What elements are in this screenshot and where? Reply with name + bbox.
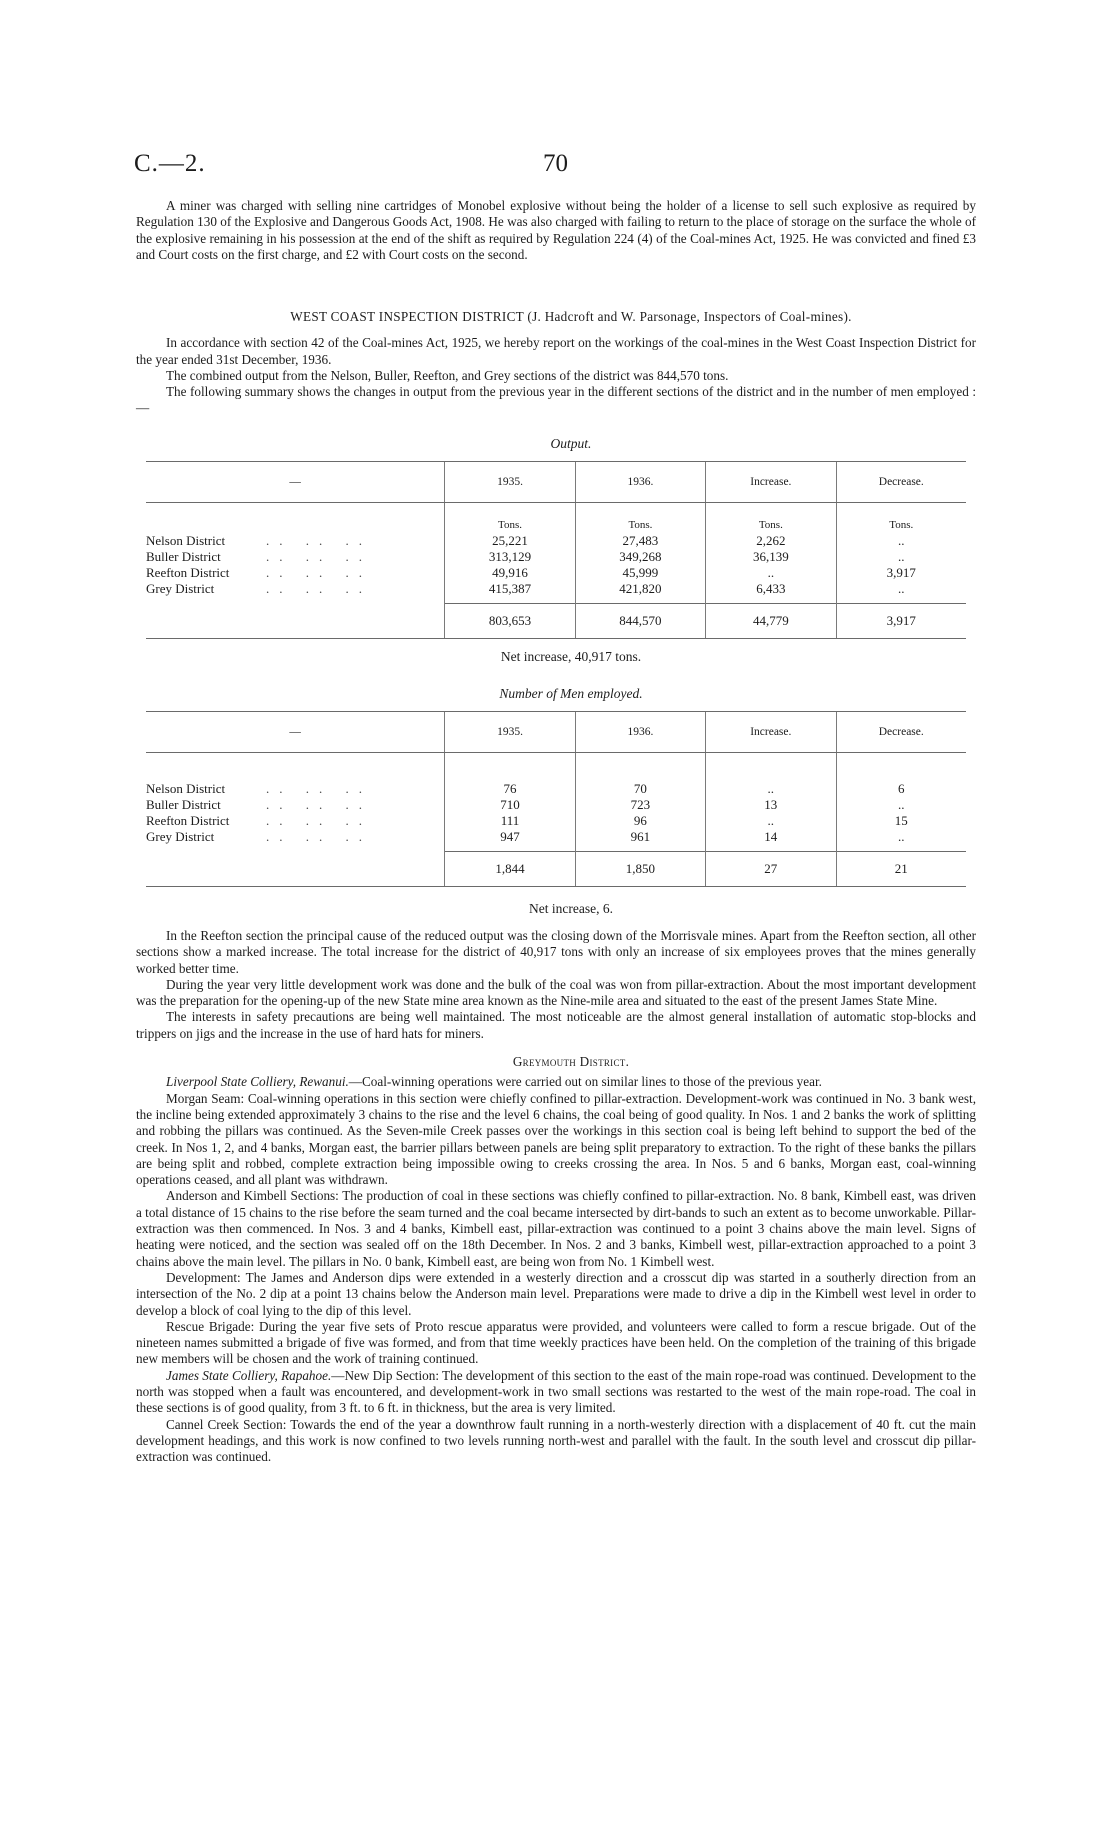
development-paragraph: Development: The James and Anderson dips were extended in a westerly direction and a crosscut dip was started in a southerly direction from an intersection of the No. 2 dip at a point 13 chains below the Anderson main level. Preparations were made to drive a dip in the Kimbell west level in order to develop a block of coal lying to the dip of this level.: [136, 1269, 976, 1318]
output-table-section: [136, 436, 976, 666]
output-table: [146, 461, 966, 639]
men-values-1936: 70 723 96 961: [575, 753, 705, 852]
page-number: 70: [543, 150, 568, 177]
james-paragraph: James State Colliery, Rapahoe.—New Dip Section: The development of this section to the east of the main rope-road was continued. Development to the north was stopped when a fault was encountered, and development-work in two small sections was restarted to the west of the main rope-road. The coal in these sections is of good quality, from 3 ft. to 6 ft. in thickness, but the area is very limited.: [136, 1367, 976, 1416]
output-net-increase: Net increase, 40,917 tons.: [500, 649, 642, 665]
greymouth-heading: Greymouth District.: [512, 1054, 630, 1070]
table-row-name: Reefton District .. .. ..: [146, 813, 372, 829]
output-total-increase: 44,779: [706, 604, 836, 639]
output-names: [146, 503, 445, 604]
men-total-row: [146, 852, 966, 887]
morgan-paragraph: Morgan Seam: Coal-winning operations in this section were chiefly confined to pillar-extraction. Development-work was continued in No. 3 bank west, the incline being extended approximately 3 chains to the rise and the level 6 chains, the coal being of good quality. In Nos. 1 and 2 banks the work of splitting and robbing the pillars was continued. As the Seven-mile Creek passes over the workings in this section coal is being left behind to support the bed of the creek. In Nos 1, 2, and 4 banks, Morgan east, the barrier pillars between panels are being split preparatory to extraction. To the right of these banks the pillars are being split and robbed, complete extraction being impossible owing to creeks crossing the area. In Nos. 5 and 6 banks, Morgan east, coal-winning operations ceased, and all plant was withdrawn.: [136, 1090, 976, 1188]
cannel-paragraph: Cannel Creek Section: Towards the end of the year a downthrow fault running in a north-westerly direction with a displacement of 40 ft. cut the main development headings, and this work is now confined to two levels running north-west and parallel with the fault. In the south level and crosscut dip pillar-extraction was continued.: [136, 1416, 976, 1465]
men-total-1935: 1,844: [445, 852, 575, 887]
output-total-1935: 803,653: [445, 604, 575, 639]
output-values-increase: Tons. 2,262 36,139 .. 6,433: [706, 503, 836, 604]
men-values-1935: 76 710 111 947: [445, 753, 575, 852]
analysis-section: [136, 928, 976, 1466]
men-total-decrease: 21: [836, 852, 966, 887]
output-header-row: [146, 462, 966, 503]
men-table-title: Number of Men employed.: [499, 686, 643, 701]
men-col-increase: Increase.: [706, 712, 836, 753]
table-row-name: Reefton District .. .. ..: [146, 565, 372, 581]
series-label: C.—2.: [134, 150, 206, 177]
output-table-title: Output.: [550, 436, 592, 451]
output-header-blank: —: [146, 462, 445, 503]
output-values-decrease: Tons. .. .. 3,917 ..: [836, 503, 966, 604]
men-total-1936: 1,850: [575, 852, 705, 887]
district-paragraph-2: The combined output from the Nelson, Buller, Reefton, and Grey sections of the district was 844,570 tons.: [166, 367, 729, 383]
output-col-1935: 1935.: [445, 462, 575, 503]
liverpool-title: Liverpool State Colliery, Rewanui.: [166, 1074, 349, 1090]
district-section: [136, 309, 976, 417]
men-col-decrease: Decrease.: [836, 712, 966, 753]
output-total-decrease: 3,917: [836, 604, 966, 639]
intro-paragraph: A miner was charged with selling nine cartridges of Monobel explosive without being the holder of a license to sell such explosive as required by Regulation 130 of the Explosive and Dangerous Goods Act, 1908. He was also charged with failing to return to the place of storage on the surface the whole of the explosive remaining in his possession at the end of the shift as required by Regulation 224 (4) of the Coal-mines Act, 1925. He was convicted and fined £3 and Court costs on the first charge, and £2 with Court costs on the second.: [136, 198, 976, 262]
men-net-increase: Net increase, 6.: [529, 901, 613, 917]
men-total-increase: 27: [706, 852, 836, 887]
district-paragraph-3: The following summary shows the changes in output from the previous year in the different sections of the district and in the number of men employed :—: [136, 384, 976, 416]
men-values-decrease: 6 .. 15 ..: [836, 753, 966, 852]
men-col-1936: 1936.: [575, 712, 705, 753]
table-row-name: Grey District .. .. ..: [146, 829, 372, 845]
output-col-1936: 1936.: [575, 462, 705, 503]
men-body-row: [146, 753, 966, 852]
analysis-paragraph-1: In the Reefton section the principal cause of the reduced output was the closing down of the Morrisvale mines. Apart from the Reefton section, all other sections show a marked increase. The total increase for the district of 40,917 tons with only an increase of six employees proves that the mines generally worked better time.: [136, 928, 976, 976]
output-col-increase: Increase.: [706, 462, 836, 503]
output-body-row: [146, 503, 966, 604]
table-row-name: Nelson District .. .. ..: [146, 533, 372, 549]
analysis-paragraph-3: The interests in safety precautions are being well maintained. The most noticeable are the almost general installation of automatic stop-blocks and trippers on jigs and the increase in the use of hard hats for miners.: [136, 1009, 976, 1041]
analysis-paragraph-2: During the year very little development work was done and the bulk of the coal was won from pillar-extraction. About the most important development was the preparation for the opening-up of the new State mine area known as the Nine-mile area and situated to the east of the present James State Mine.: [136, 976, 976, 1009]
rescue-paragraph: Rescue Brigade: During the year five sets of Proto rescue apparatus were provided, and volunteers were called to form a rescue brigade. Out of the nineteen names submitted a brigade of five was formed, and from that time weekly practices have been held. On the completion of the training of this brigade new members will be chosen and the work of training continued.: [136, 1318, 976, 1367]
james-title: James State Colliery, Rapahoe.: [166, 1367, 332, 1383]
district-paragraph-1: In accordance with section 42 of the Coal-mines Act, 1925, we hereby report on the workings of the coal-mines in the West Coast Inspection District for the year ended 31st December, 1936.: [136, 335, 976, 367]
men-values-increase: .. 13 .. 14: [706, 753, 836, 852]
men-header-blank: —: [146, 712, 445, 753]
table-row-name: Buller District .. .. ..: [146, 549, 372, 565]
men-header-row: [146, 712, 966, 753]
output-total-1936: 844,570: [575, 604, 705, 639]
anderson-paragraph: Anderson and Kimbell Sections: The production of coal in these sections was chiefly confined to pillar-extraction. No. 8 bank, Kimbell east, was driven a total distance of 15 chains to the rise before the seam turned and the coal became intersected by dirt-bands to such an extent as to become unworkable. Pillar-extraction was then commenced. In Nos. 3 and 4 banks, Kimbell east, pillar-extraction was continued to a point 3 chains above the main level. Signs of heating were noticed, and the section was sealed off on the 18th December. In Nos. 2 and 3 banks, Kimbell west, pillar-extraction approached to a point 3 chains above the main level. The pillars in No. 0 bank, Kimbell east, are being won from No. 1 Kimbell west.: [136, 1188, 976, 1269]
output-col-decrease: Decrease.: [836, 462, 966, 503]
table-row-name: Grey District .. .. ..: [146, 581, 372, 597]
men-table-section: [136, 686, 976, 918]
liverpool-paragraph: Liverpool State Colliery, Rewanui.—Coal-winning operations were carried out on similar lines to those of the previous year.: [166, 1074, 822, 1090]
men-col-1935: 1935.: [445, 712, 575, 753]
output-values-1936: Tons. 27,483 349,268 45,999 421,820: [575, 503, 705, 604]
output-total-row: [146, 604, 966, 639]
district-heading: WEST COAST INSPECTION DISTRICT (J. Hadcroft and W. Parsonage, Inspectors of Coal-mines).: [290, 309, 852, 324]
table-row-name: Nelson District .. .. ..: [146, 781, 372, 797]
men-table: [146, 711, 966, 887]
table-row-name: Buller District .. .. ..: [146, 797, 372, 813]
men-names: [146, 753, 445, 852]
output-values-1935: Tons. 25,221 313,129 49,916 415,387: [445, 503, 575, 604]
intro-section: [136, 198, 976, 263]
